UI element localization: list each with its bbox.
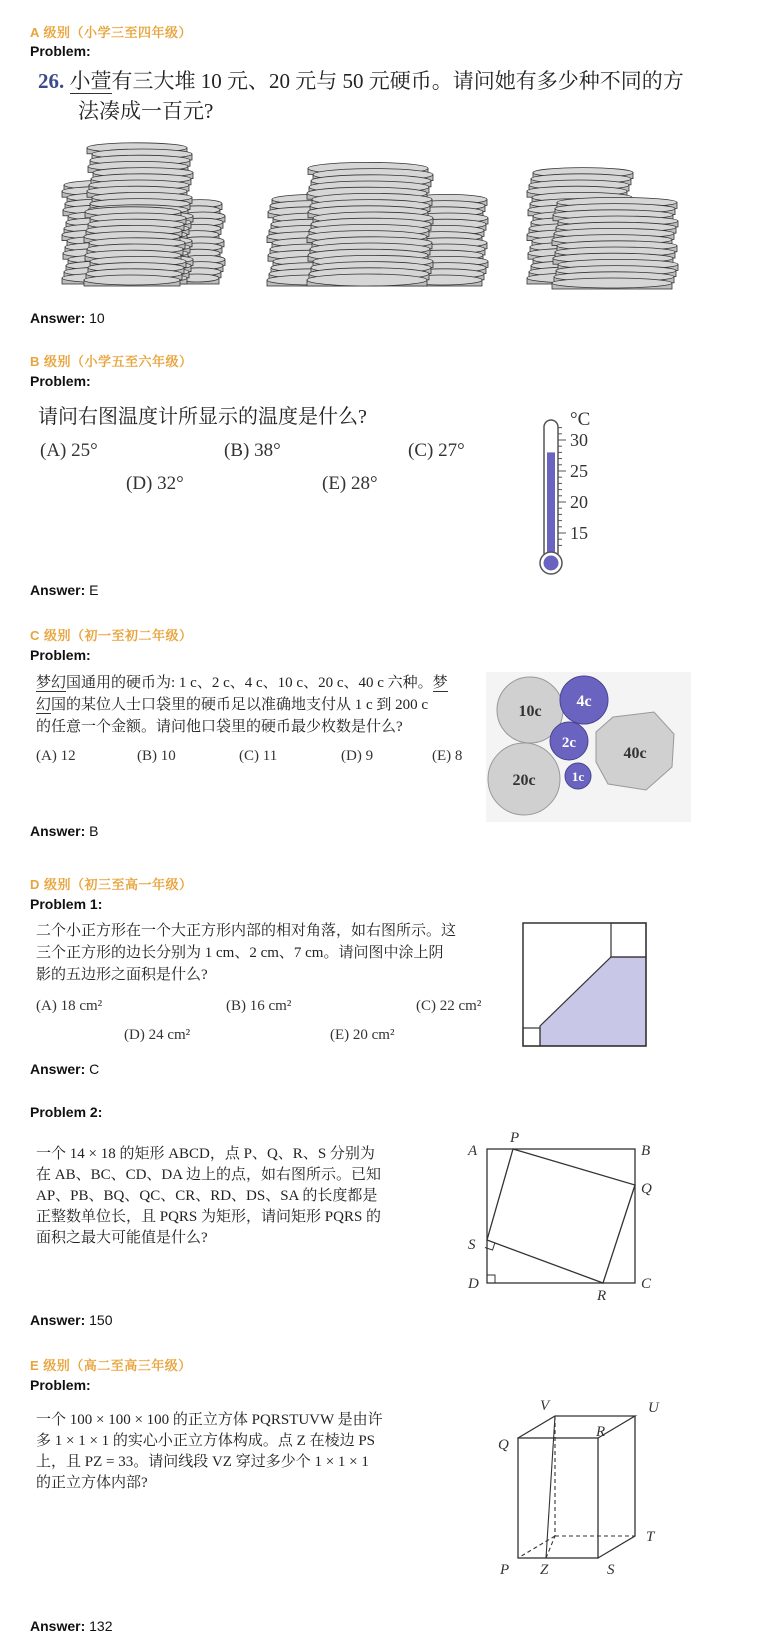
problem-e-label: Problem: xyxy=(30,1377,91,1393)
option-d1-a: (A) 18 cm² xyxy=(36,998,103,1014)
label-s: S xyxy=(468,1237,476,1253)
label-v: V xyxy=(540,1398,550,1414)
coin-stacks xyxy=(62,143,678,289)
problem-b-label: Problem: xyxy=(30,373,91,389)
cube-top-edges xyxy=(518,1416,635,1438)
answer-d2-value: 150 xyxy=(89,1312,113,1328)
label-u: U xyxy=(648,1400,659,1416)
problem-d1-label: Problem 1: xyxy=(30,896,103,912)
level-b-heading: B 级别（小学五至六年级） xyxy=(30,354,193,369)
problem-a-line2: 法凑成一百元? xyxy=(78,99,214,123)
option-c-c: (C) 11 xyxy=(239,748,278,764)
cube-hidden-edge-bottom xyxy=(518,1536,555,1558)
right-angle-mark-d xyxy=(487,1275,495,1283)
label-a: A xyxy=(468,1143,478,1159)
problem-d2-line1: 一个 14 × 18 的矩形 ABCD，点 P、Q、R、S 分别为 xyxy=(36,1146,375,1162)
coin-40c-label: 40c xyxy=(623,745,647,762)
coin-2c-label: 2c xyxy=(561,735,577,751)
thermometer-ticks xyxy=(558,428,588,546)
option-d1-b: (B) 16 cm² xyxy=(226,998,292,1014)
coin-stack-right-front xyxy=(552,278,672,289)
label-r-cube: R xyxy=(596,1424,606,1440)
answer-b-value: E xyxy=(89,582,99,598)
label-q-cube: Q xyxy=(498,1437,509,1453)
answer-e-label: Answer: xyxy=(30,1618,86,1634)
label-t: T xyxy=(646,1529,655,1545)
level-a-heading: A 级别（小学三至四年级） xyxy=(30,25,193,40)
rectangle-pqrs xyxy=(487,1149,635,1283)
problem-d1-text xyxy=(36,920,456,986)
problem-c-ul2b: 幻 xyxy=(36,697,52,713)
label-s-cube: S xyxy=(607,1562,615,1576)
rectangle-pqrs-figure xyxy=(460,1125,670,1307)
level-e-heading: E 级别（高二至高三年级） xyxy=(30,1358,192,1373)
answer-e xyxy=(30,1618,112,1634)
problem-d2-line2: 在 AB、BC、CD、DA 边上的点，如右图所示。已知 xyxy=(36,1167,382,1183)
problem-c-label: Problem: xyxy=(30,647,91,663)
rectangle-abcd xyxy=(487,1149,635,1283)
answer-a xyxy=(30,310,105,326)
coin-10c-label: 10c xyxy=(518,703,542,720)
option-b-b: (B) 38° xyxy=(224,440,281,461)
thermometer-tick-label: 30 xyxy=(570,430,588,450)
answer-c-value: B xyxy=(89,823,99,839)
coin-stack-left-front xyxy=(84,275,180,286)
label-b: B xyxy=(641,1143,651,1159)
coin-stacks-illustration xyxy=(50,128,690,298)
problem-c-text xyxy=(36,672,448,738)
label-p-cube: P xyxy=(500,1562,510,1576)
answer-b-label: Answer: xyxy=(30,582,86,598)
problem-d1-line3: 影的五边形之面积是什么? xyxy=(36,967,208,983)
level-d-heading: D 级别（初三至高一年级） xyxy=(30,877,193,892)
coin-stack-mid-center xyxy=(307,274,427,286)
label-z: Z xyxy=(540,1562,549,1576)
option-b-c: (C) 27° xyxy=(408,440,465,461)
answer-a-value: 10 xyxy=(89,310,105,326)
answer-c xyxy=(30,823,98,839)
problem-b-text: 请问右图温度计所显示的温度是什么? xyxy=(38,406,367,428)
problem-d2-line5: 面积之最大可能值是什么? xyxy=(36,1230,208,1246)
problem-e-line4: 的正立方体内部? xyxy=(36,1475,148,1491)
label-d: D xyxy=(468,1276,479,1292)
label-r: R xyxy=(597,1288,607,1304)
label-p: P xyxy=(510,1130,520,1146)
thermometer-tick-label: 15 xyxy=(570,523,588,543)
answer-d1-value: C xyxy=(89,1061,100,1077)
coin-20c-label: 20c xyxy=(512,772,536,789)
problem-c-line2: 国的某位人士口袋里的硬币足以准确地支付从 1 c 到 200 c xyxy=(51,697,429,713)
problem-d2-label: Problem 2: xyxy=(30,1104,103,1120)
cube-front-face xyxy=(518,1438,598,1558)
small-square-1cm xyxy=(523,1028,540,1046)
coin-1c-label: 1c xyxy=(571,769,585,784)
problem-e-line2: 多 1 × 1 × 1 的实心小正立方体构成。点 Z 在棱边 PS xyxy=(36,1433,376,1449)
option-c-e: (E) 8 xyxy=(432,748,463,764)
option-d1-c: (C) 22 cm² xyxy=(416,998,482,1014)
answer-b xyxy=(30,582,98,598)
problem-e-line3: 上，且 PZ = 33。请问线段 VZ 穿过多少个 1 × 1 × 1 xyxy=(36,1454,369,1470)
answer-c-label: Answer: xyxy=(30,823,86,839)
problem-d1-line2: 三个正方形的边长分别为 1 cm、2 cm、7 cm。请问图中涂上阴 xyxy=(36,945,444,961)
problem-a-name: 小萱 xyxy=(69,69,112,93)
problem-c-ul2a: 梦 xyxy=(432,675,448,691)
thermometer-tick-label: 25 xyxy=(570,461,588,481)
coins-illustration xyxy=(486,672,691,822)
label-c: C xyxy=(641,1276,652,1292)
label-q: Q xyxy=(641,1181,652,1197)
thermometer-bulb xyxy=(544,556,559,571)
problem-d2-line3: AP、PB、BQ、QC、CR、RD、DS、SA 的长度都是 xyxy=(36,1188,378,1204)
squares-figure xyxy=(520,920,650,1050)
option-b-d: (D) 32° xyxy=(126,473,184,494)
problem-a-line1: 有三大堆 10 元、20 元与 50 元硬币。请问她有多少种不同的方 xyxy=(111,69,684,93)
cube-figure xyxy=(490,1394,675,1576)
option-c-b: (B) 10 xyxy=(137,748,176,764)
option-b-e: (E) 28° xyxy=(322,473,378,494)
option-d1-e: (E) 20 cm² xyxy=(330,1027,395,1043)
answer-d1 xyxy=(30,1061,99,1077)
problem-d2-text xyxy=(36,1144,381,1249)
level-c-heading: C 级别（初一至初二年级） xyxy=(30,628,193,643)
answer-d2-label: Answer: xyxy=(30,1312,86,1328)
problem-a-text xyxy=(38,66,684,96)
coin-4c-label: 4c xyxy=(576,693,592,710)
problem-d1-line1: 二个小正方形在一个大正方形内部的相对角落，如右图所示。这 xyxy=(36,923,457,939)
thermometer xyxy=(528,405,608,580)
option-c-a: (A) 12 xyxy=(36,748,76,764)
answer-d2 xyxy=(30,1312,112,1328)
problem-a-number: 26. xyxy=(38,69,65,93)
option-c-d: (D) 9 xyxy=(341,748,374,764)
thermometer-fill xyxy=(547,452,555,557)
small-square-2cm xyxy=(611,923,646,957)
thermometer-unit: °C xyxy=(570,409,591,430)
problem-d2-line4: 正整数单位长，且 PQRS 为矩形，请问矩形 PQRS 的 xyxy=(36,1209,382,1225)
answer-a-label: Answer: xyxy=(30,310,86,326)
problem-c-ul1: 梦幻 xyxy=(36,675,67,691)
problem-c-line1: 国通用的硬币为: 1 c、2 c、4 c、10 c、20 c、40 c 六种。 xyxy=(66,675,433,691)
option-d1-d: (D) 24 cm² xyxy=(124,1027,191,1043)
option-b-a: (A) 25° xyxy=(40,440,98,461)
answer-d1-label: Answer: xyxy=(30,1061,86,1077)
problem-e-text xyxy=(36,1410,383,1494)
thermometer-tick-label: 20 xyxy=(570,492,588,512)
problem-c-line3: 的任意一个金额。请问他口袋里的硬币最少枚数是什么? xyxy=(36,719,403,735)
problem-e-line1: 一个 100 × 100 × 100 的正立方体 PQRSTUVW 是由许 xyxy=(36,1412,383,1428)
problem-a-label: Problem: xyxy=(30,43,91,59)
shaded-pentagon xyxy=(540,957,646,1046)
answer-e-value: 132 xyxy=(89,1618,113,1634)
